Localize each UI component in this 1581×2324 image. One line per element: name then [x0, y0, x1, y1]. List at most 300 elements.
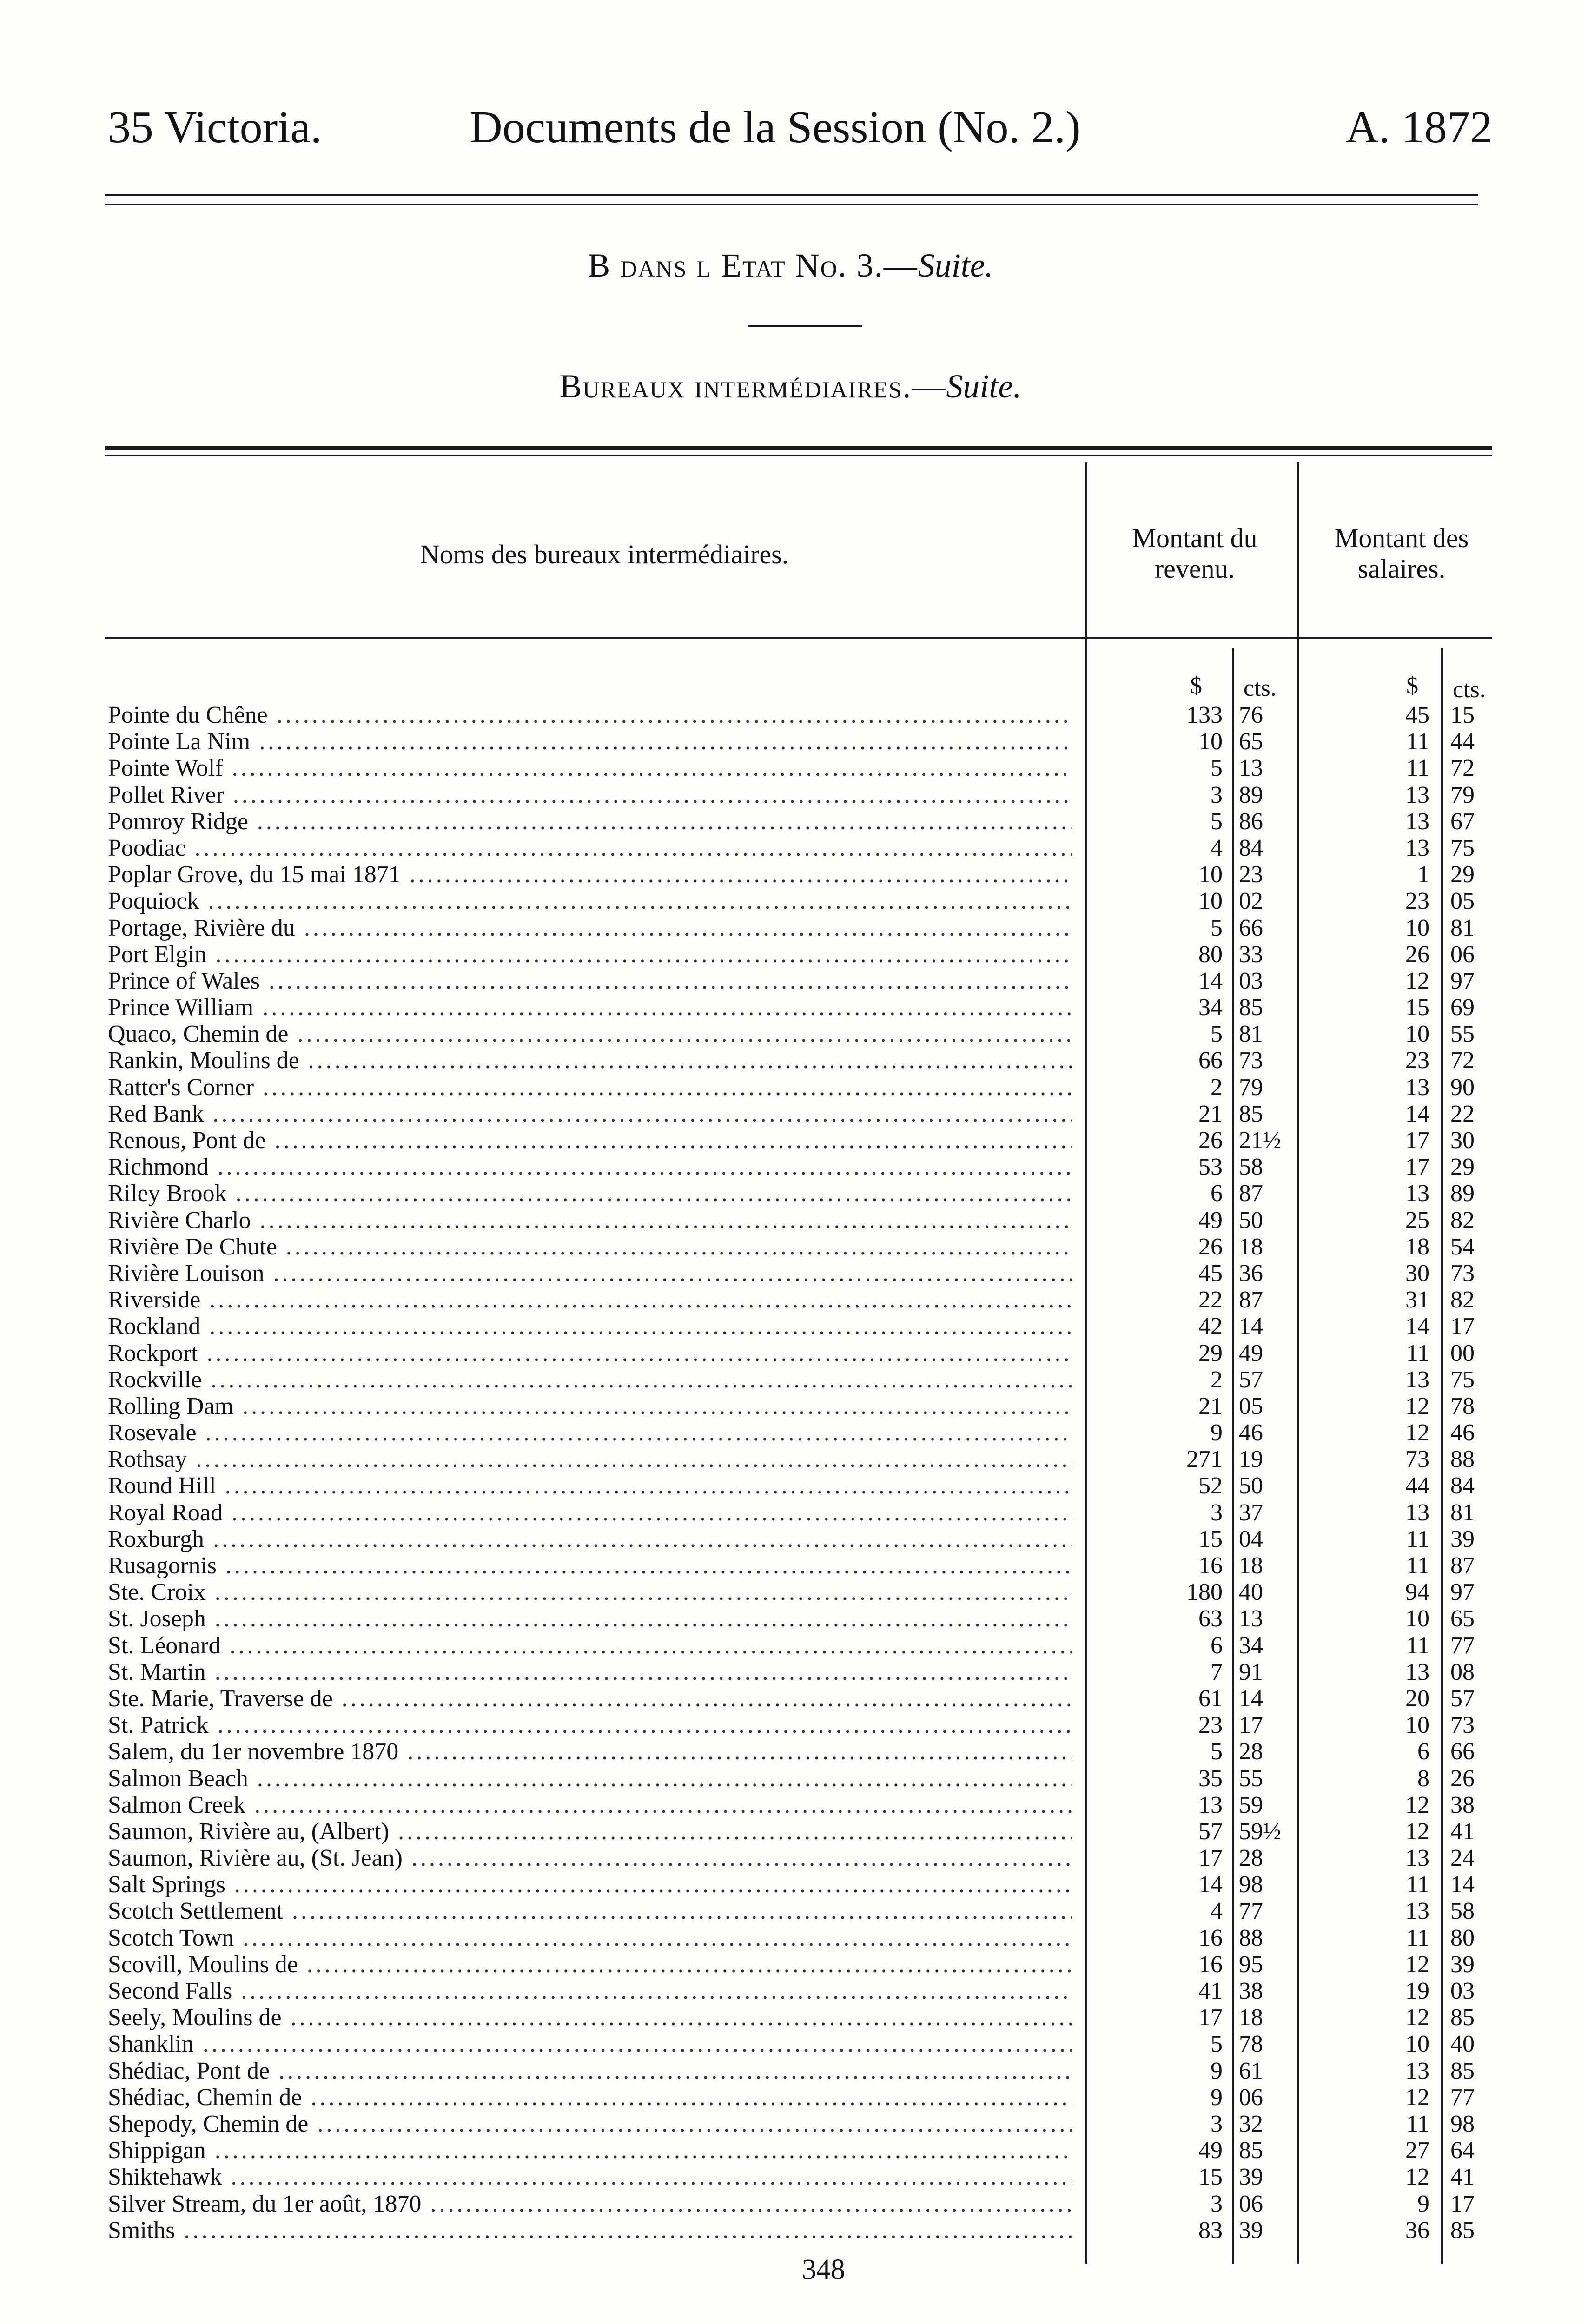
revenue-dollars: 3: [1211, 1499, 1223, 1526]
table-row: [0, 2191, 1581, 2217]
salary-dollars: 26: [1405, 941, 1429, 968]
salary-dollars: 14: [1405, 1313, 1429, 1340]
column-header-revenue-line1: Montant du: [1132, 523, 1257, 553]
office-name: Rivière Louison .....: [108, 1260, 1072, 1287]
revenue-dollars: 13: [1198, 1791, 1223, 1818]
table-row: [0, 2031, 1581, 2057]
salary-dollars: 13: [1405, 1180, 1429, 1207]
table-row: [0, 2084, 1581, 2111]
salary-cents: 84: [1450, 1472, 1475, 1499]
table-row: [0, 1712, 1581, 1738]
office-name: Royal Road .....: [108, 1499, 1072, 1526]
table-row: [0, 1738, 1581, 1765]
table-row: [0, 1898, 1581, 1924]
office-name: Smiths .....: [108, 2217, 1072, 2244]
table-row: [0, 2217, 1581, 2244]
salary-cents: 82: [1450, 1287, 1475, 1314]
revenue-dollars: 22: [1198, 1287, 1223, 1314]
office-name: Scotch Settlement .....: [108, 1898, 1072, 1924]
revenue-cents: 18: [1239, 2004, 1263, 2031]
table-row: [0, 755, 1581, 781]
revenue-cents: 14: [1239, 1685, 1263, 1712]
revenue-dollars: 4: [1211, 834, 1223, 861]
salary-dollars: 6: [1417, 1738, 1429, 1765]
table-row: [0, 1472, 1581, 1499]
table-row: [0, 1419, 1581, 1446]
revenue-cents: 65: [1239, 728, 1263, 755]
table-row: [0, 888, 1581, 914]
salary-dollars: 13: [1405, 781, 1429, 808]
office-name: Seely, Moulins de .....: [108, 2004, 1072, 2031]
revenue-cents: 76: [1239, 702, 1263, 728]
salary-cents: 06: [1450, 941, 1475, 968]
office-name: Pointe du Chêne .....: [108, 702, 1072, 728]
table-row: [0, 1951, 1581, 1978]
office-name: Pointe Wolf .....: [108, 755, 1072, 781]
salary-cents: 44: [1450, 728, 1475, 755]
office-name: Riverside .....: [108, 1287, 1072, 1313]
office-name: Rivière De Chute .....: [108, 1234, 1072, 1260]
table-row: [0, 1260, 1581, 1287]
column-header-salary-line2: salaires.: [1357, 554, 1446, 584]
revenue-cents: 18: [1239, 1552, 1263, 1579]
column-header-salary-line1: Montant des: [1334, 523, 1469, 553]
revenue-cents: 17: [1239, 1712, 1263, 1739]
office-name: Rusagornis .....: [108, 1552, 1072, 1579]
table-row: [0, 808, 1581, 835]
salary-cents: 85: [1450, 2217, 1475, 2244]
salary-cents: 22: [1450, 1100, 1475, 1127]
table-row: [0, 1792, 1581, 1818]
revenue-cents: 38: [1239, 1978, 1263, 2004]
revenue-dollars: 29: [1198, 1340, 1223, 1367]
salary-dollars: 36: [1405, 2217, 1429, 2244]
salary-dollar-unit: $: [1406, 673, 1418, 699]
salary-dollars: 10: [1405, 1712, 1429, 1739]
revenue-cents: 88: [1239, 1924, 1263, 1951]
office-name: Rankin, Moulins de .....: [108, 1047, 1072, 1074]
salary-dollars: 8: [1417, 1765, 1429, 1792]
salary-cents: 97: [1450, 1579, 1475, 1606]
revenue-dollars: 42: [1198, 1313, 1223, 1340]
revenue-cents: 89: [1239, 781, 1263, 808]
office-name: Ratter's Corner .....: [108, 1074, 1072, 1101]
salary-cents: 85: [1450, 2004, 1475, 2031]
salary-dollars: 11: [1406, 1340, 1429, 1367]
salary-cents: 03: [1450, 1978, 1475, 2004]
revenue-cents: 23: [1239, 861, 1263, 888]
revenue-cents: 57: [1239, 1366, 1263, 1393]
revenue-cents: 59: [1239, 1791, 1263, 1818]
office-name: Shippigan .....: [108, 2137, 1072, 2164]
salary-cents: 82: [1450, 1207, 1475, 1234]
salary-cents: 97: [1450, 967, 1475, 994]
salary-dollars: 11: [1406, 755, 1429, 782]
office-name: Prince of Wales .....: [108, 968, 1072, 994]
office-name: Poodiac .....: [108, 835, 1072, 861]
table-row: [0, 1393, 1581, 1419]
salary-cents: 26: [1450, 1765, 1475, 1792]
salary-cents: 58: [1450, 1898, 1475, 1925]
salary-cents: 00: [1450, 1340, 1475, 1367]
revenue-cents: 50: [1239, 1472, 1263, 1499]
table-row: [0, 835, 1581, 861]
revenue-cents: 13: [1239, 1605, 1263, 1632]
salary-cents: 72: [1450, 1047, 1475, 1074]
table-row: [0, 1925, 1581, 1951]
revenue-dollars: 3: [1211, 2110, 1223, 2137]
salary-cents: 15: [1450, 702, 1475, 728]
table-row: [0, 1845, 1581, 1871]
revenue-dollars: 5: [1211, 808, 1223, 835]
salary-dollars: 10: [1405, 2031, 1429, 2058]
revenue-cents: 28: [1239, 1845, 1263, 1872]
salary-dollars: 25: [1405, 1207, 1429, 1234]
table-row: [0, 1499, 1581, 1526]
table-row: [0, 1074, 1581, 1101]
table-row: [0, 728, 1581, 755]
table-row: [0, 1765, 1581, 1792]
salary-dollars: 13: [1405, 808, 1429, 835]
table-row: [0, 2004, 1581, 2031]
office-name: Ste. Marie, Traverse de .....: [108, 1685, 1072, 1712]
salary-cents: 29: [1450, 861, 1475, 888]
revenue-dollars: 41: [1198, 1978, 1223, 2004]
salary-cents: 57: [1450, 1685, 1475, 1712]
revenue-cents: 59½: [1239, 1818, 1281, 1845]
revenue-dollars: 34: [1198, 994, 1223, 1021]
salary-dollars: 23: [1405, 888, 1429, 915]
salary-dollars: 12: [1405, 1818, 1429, 1845]
office-name: Scovill, Moulins de .....: [108, 1951, 1072, 1978]
revenue-cents: 05: [1239, 1393, 1263, 1419]
office-name: Salmon Creek .....: [108, 1792, 1072, 1818]
revenue-cents: 77: [1239, 1898, 1263, 1925]
salary-dollars: 30: [1405, 1260, 1429, 1287]
office-name: Ste. Croix .....: [108, 1579, 1072, 1605]
salary-dollars: 12: [1405, 1791, 1429, 1818]
subsection-title-suffix: Suite.: [946, 368, 1022, 405]
salary-dollars: 12: [1405, 1419, 1429, 1446]
table-row: [0, 1047, 1581, 1074]
revenue-dollars: 9: [1211, 1419, 1223, 1446]
office-name: St. Patrick .....: [108, 1712, 1072, 1738]
table-row: [0, 1021, 1581, 1047]
revenue-dollars: 26: [1198, 1233, 1223, 1260]
revenue-dollars: 133: [1186, 702, 1223, 728]
revenue-cents: 91: [1239, 1658, 1263, 1685]
revenue-dollars: 5: [1211, 2031, 1223, 2058]
table-row: [0, 1101, 1581, 1127]
office-name: Silver Stream, du 1er août, 1870 .....: [108, 2191, 1072, 2217]
office-name: Rivière Charlo .....: [108, 1207, 1072, 1234]
revenue-cents: 85: [1239, 2137, 1263, 2164]
revenue-cents: 28: [1239, 1738, 1263, 1765]
revenue-cents: 14: [1239, 1313, 1263, 1340]
salary-cents: 81: [1450, 1499, 1475, 1526]
salary-dollars: 20: [1405, 1685, 1429, 1712]
office-name: Red Bank .....: [108, 1101, 1072, 1127]
salary-cents: 89: [1450, 1180, 1475, 1207]
salary-cents: 81: [1450, 914, 1475, 941]
revenue-cents: 40: [1239, 1579, 1263, 1606]
revenue-dollars: 7: [1211, 1658, 1223, 1685]
table-row: [0, 915, 1581, 941]
revenue-dollars: 17: [1198, 1845, 1223, 1872]
revenue-dollars: 10: [1198, 861, 1223, 888]
office-name: Shepody, Chemin de .....: [108, 2111, 1072, 2137]
office-name: Salem, du 1er novembre 1870 .....: [108, 1738, 1072, 1765]
salary-cents: 72: [1450, 755, 1475, 782]
revenue-dollars: 57: [1198, 1818, 1223, 1845]
table-row: [0, 1207, 1581, 1234]
office-name: Poplar Grove, du 15 mai 1871 .....: [108, 861, 1072, 888]
office-name: Renous, Pont de .....: [108, 1127, 1072, 1154]
revenue-dollars: 49: [1198, 1207, 1223, 1234]
salary-dollars: 31: [1405, 1287, 1429, 1314]
salary-dollars: 13: [1405, 1898, 1429, 1925]
table-row: [0, 702, 1581, 728]
office-name: Saumon, Rivière au, (Albert) .....: [108, 1818, 1072, 1845]
header-rule-bottom: [105, 204, 1478, 205]
table-row: [0, 2137, 1581, 2164]
table-row: [0, 782, 1581, 808]
table-row: [0, 968, 1581, 994]
salary-dollars: 14: [1405, 1100, 1429, 1127]
salary-dollars: 1: [1417, 861, 1429, 888]
revenue-dollars: 9: [1211, 2057, 1223, 2084]
revenue-dollars: 6: [1211, 1180, 1223, 1207]
table-row: [0, 1287, 1581, 1313]
revenue-cents: 21½: [1239, 1127, 1281, 1154]
revenue-dollars: 35: [1198, 1765, 1223, 1792]
revenue-cents: 39: [1239, 2217, 1263, 2244]
revenue-dollar-unit: $: [1190, 673, 1202, 699]
salary-cents: 54: [1450, 1233, 1475, 1260]
table-row: [0, 1180, 1581, 1207]
revenue-dollars: 63: [1198, 1605, 1223, 1632]
salary-dollars: 11: [1406, 1632, 1429, 1659]
office-name: Saumon, Rivière au, (St. Jean) .....: [108, 1845, 1072, 1871]
salary-dollars: 73: [1405, 1446, 1429, 1473]
revenue-dollars: 9: [1211, 2084, 1223, 2111]
office-name: Round Hill .....: [108, 1472, 1072, 1499]
salary-dollars: 12: [1405, 967, 1429, 994]
revenue-cents: 33: [1239, 941, 1263, 968]
salary-cents: 66: [1450, 1738, 1475, 1765]
salary-dollars: 27: [1405, 2137, 1429, 2164]
office-name: Salt Springs .....: [108, 1871, 1072, 1898]
office-name: Rothsay .....: [108, 1446, 1072, 1472]
revenue-dollars: 10: [1198, 888, 1223, 915]
office-name: Prince William .....: [108, 994, 1072, 1021]
office-name: Pollet River .....: [108, 782, 1072, 808]
revenue-cents: 02: [1239, 888, 1263, 915]
salary-cents: 55: [1450, 1021, 1475, 1048]
revenue-cents: 84: [1239, 834, 1263, 861]
table-row: [0, 1526, 1581, 1552]
column-header-revenue: [1095, 523, 1295, 584]
revenue-dollars: 10: [1198, 728, 1223, 755]
salary-dollars: 17: [1405, 1127, 1429, 1154]
table-row: [0, 861, 1581, 888]
table-row: [0, 1552, 1581, 1579]
salary-cents: 73: [1450, 1260, 1475, 1287]
revenue-cents: 79: [1239, 1074, 1263, 1101]
revenue-dollars: 5: [1211, 1738, 1223, 1765]
salary-dollars: 13: [1405, 834, 1429, 861]
table-row: [0, 1871, 1581, 1898]
revenue-cents: 03: [1239, 967, 1263, 994]
salary-cents: 65: [1450, 1605, 1475, 1632]
subsection-title-text: Bureaux intermédiaires.—: [559, 368, 946, 405]
revenue-cents: 85: [1239, 994, 1263, 1021]
office-name: Roxburgh .....: [108, 1526, 1072, 1552]
table-row: [0, 2058, 1581, 2084]
salary-cents: 41: [1450, 1818, 1475, 1845]
salary-cents: 85: [1450, 2057, 1475, 2084]
header-document-title: Documents de la Session (No. 2.): [470, 102, 1081, 152]
salary-dollars: 13: [1405, 1499, 1429, 1526]
revenue-dollars: 15: [1198, 1525, 1223, 1552]
revenue-cents: 95: [1239, 1951, 1263, 1978]
table-row: [0, 1818, 1581, 1845]
table-row: [0, 1234, 1581, 1260]
office-name: Rockland .....: [108, 1313, 1072, 1340]
revenue-cents: 86: [1239, 808, 1263, 835]
table-row: [0, 1340, 1581, 1367]
salary-cents: 24: [1450, 1845, 1475, 1872]
section-title: [0, 246, 1581, 285]
salary-dollars: 23: [1405, 1047, 1429, 1074]
revenue-dollars: 80: [1198, 941, 1223, 968]
revenue-dollars: 66: [1198, 1047, 1223, 1074]
salary-cents: 73: [1450, 1712, 1475, 1739]
table-row: [0, 1154, 1581, 1180]
salary-dollars: 11: [1406, 2110, 1429, 2137]
header-rule-top: [105, 194, 1478, 196]
office-name: Shanklin .....: [108, 2031, 1072, 2057]
revenue-dollars: 14: [1198, 967, 1223, 994]
revenue-cents: 39: [1239, 2164, 1263, 2191]
revenue-cents-unit: cts.: [1244, 675, 1277, 701]
table-row: [0, 1605, 1581, 1632]
office-name: Rolling Dam .....: [108, 1393, 1072, 1419]
revenue-cents: 06: [1239, 2190, 1263, 2217]
office-name: Salmon Beach .....: [108, 1765, 1072, 1792]
revenue-dollars: 83: [1198, 2217, 1223, 2244]
revenue-cents: 58: [1239, 1154, 1263, 1181]
salary-dollars: 10: [1405, 1021, 1429, 1048]
revenue-dollars: 53: [1198, 1154, 1223, 1181]
salary-cents: 80: [1450, 1924, 1475, 1951]
revenue-dollars: 61: [1198, 1685, 1223, 1712]
revenue-dollars: 3: [1211, 781, 1223, 808]
office-name: Second Falls .....: [108, 1978, 1072, 2004]
salary-cents: 08: [1450, 1658, 1475, 1685]
salary-dollars: 13: [1405, 1845, 1429, 1872]
revenue-cents: 55: [1239, 1765, 1263, 1792]
office-name: Rockport .....: [108, 1340, 1072, 1367]
salary-cents: 29: [1450, 1154, 1475, 1181]
title-separator: [748, 325, 862, 327]
salary-cents: 64: [1450, 2137, 1475, 2164]
revenue-dollars: 5: [1211, 1021, 1223, 1048]
office-name: St. Joseph .....: [108, 1605, 1072, 1632]
salary-dollars: 18: [1405, 1233, 1429, 1260]
salary-cents: 75: [1450, 1366, 1475, 1393]
revenue-cents: 46: [1239, 1419, 1263, 1446]
revenue-cents: 81: [1239, 1021, 1263, 1048]
salary-cents: 17: [1450, 1313, 1475, 1340]
salary-cents: 40: [1450, 2031, 1475, 2058]
revenue-dollars: 49: [1198, 2137, 1223, 2164]
table-row: [0, 941, 1581, 968]
section-title-suffix: Suite.: [918, 247, 993, 284]
revenue-dollars: 3: [1211, 2190, 1223, 2217]
table-top-rule: [105, 446, 1492, 450]
revenue-cents: 19: [1239, 1446, 1263, 1473]
revenue-cents: 50: [1239, 1207, 1263, 1234]
revenue-cents: 34: [1239, 1632, 1263, 1659]
office-name: Poquiock .....: [108, 888, 1072, 914]
table-row: [0, 2111, 1581, 2137]
column-header-revenue-line2: revenu.: [1154, 554, 1235, 584]
salary-dollars: 11: [1406, 1525, 1429, 1552]
salary-dollars: 13: [1405, 1074, 1429, 1101]
revenue-dollars: 16: [1198, 1924, 1223, 1951]
revenue-cents: 37: [1239, 1499, 1263, 1526]
salary-dollars: 45: [1405, 702, 1429, 728]
salary-dollars: 9: [1417, 2190, 1429, 2217]
revenue-cents: 87: [1239, 1180, 1263, 1207]
table-row: [0, 1978, 1581, 2004]
revenue-dollars: 271: [1186, 1446, 1223, 1473]
revenue-cents: 98: [1239, 1871, 1263, 1898]
salary-cents: 87: [1450, 1552, 1475, 1579]
revenue-dollars: 52: [1198, 1472, 1223, 1499]
revenue-dollars: 2: [1211, 1366, 1223, 1393]
revenue-dollars: 6: [1211, 1632, 1223, 1659]
section-title-text: B dans l Etat No. 3.—: [588, 247, 918, 284]
column-header-name: Noms des bureaux intermédiaires.: [420, 539, 789, 569]
salary-cents: 67: [1450, 808, 1475, 835]
salary-cents: 39: [1450, 1951, 1475, 1978]
table-row: [0, 1446, 1581, 1472]
revenue-dollars: 5: [1211, 914, 1223, 941]
salary-cents: 39: [1450, 1525, 1475, 1552]
revenue-cents: 61: [1239, 2057, 1263, 2084]
table-row: [0, 1313, 1581, 1340]
table-row: [0, 2164, 1581, 2190]
table-row: [0, 1685, 1581, 1712]
table-body: [0, 702, 1581, 2244]
office-name: Richmond .....: [108, 1154, 1072, 1180]
salary-cents: 90: [1450, 1074, 1475, 1101]
revenue-dollars: 2: [1211, 1074, 1223, 1101]
salary-dollars: 12: [1405, 1951, 1429, 1978]
office-name: St. Martin .....: [108, 1659, 1072, 1685]
revenue-cents: 06: [1239, 2084, 1263, 2111]
salary-cents: 69: [1450, 994, 1475, 1021]
salary-dollars: 94: [1405, 1579, 1429, 1606]
salary-cents: 78: [1450, 1393, 1475, 1419]
office-name: St. Léonard .....: [108, 1632, 1072, 1659]
revenue-dollars: 21: [1198, 1393, 1223, 1419]
revenue-dollars: 21: [1198, 1100, 1223, 1127]
salary-cents: 77: [1450, 2084, 1475, 2111]
office-name: Scotch Town .....: [108, 1925, 1072, 1951]
